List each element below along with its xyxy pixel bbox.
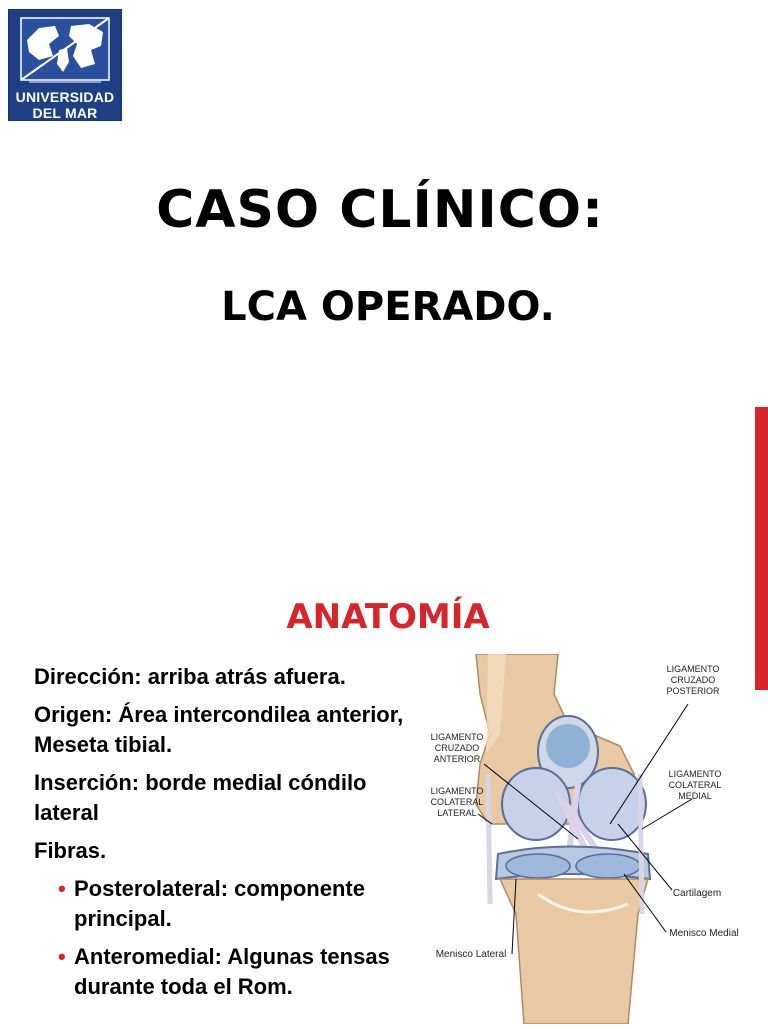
label-line: LIGAMENTO bbox=[430, 732, 484, 742]
label-line: COLATERAL bbox=[430, 797, 484, 807]
slide-title: CASO CLÍNICO: bbox=[156, 180, 604, 240]
red-accent-strip bbox=[755, 407, 768, 690]
label-lcm bbox=[660, 769, 730, 802]
label-line: CRUZADO bbox=[434, 743, 480, 753]
label-menisco-medial: Menisco Medial bbox=[669, 928, 739, 939]
knee-illustration bbox=[428, 654, 755, 1024]
label-line: LIGAMENTO bbox=[666, 664, 720, 674]
label-line: CRUZADO bbox=[670, 675, 716, 685]
bullet-text-posterolateral: Posterolateral: componente principal. bbox=[74, 876, 365, 931]
university-logo bbox=[8, 9, 122, 121]
right-accent-bar bbox=[755, 0, 768, 1024]
globe-map-icon bbox=[9, 10, 121, 90]
anatomy-text bbox=[34, 662, 434, 1010]
label-lcp bbox=[658, 664, 728, 697]
label-line: COLATERAL bbox=[668, 780, 722, 790]
label-line: POSTERIOR bbox=[666, 686, 720, 696]
section-title: ANATOMÍA bbox=[286, 597, 490, 637]
label-cartilagem: Cartilagem bbox=[672, 888, 722, 899]
bullet-icon: • bbox=[58, 876, 66, 901]
list-item bbox=[58, 942, 434, 1002]
label-line: LIGAMENTO bbox=[668, 769, 722, 779]
label-line: MEDIAL bbox=[678, 791, 712, 801]
label-lcl bbox=[428, 786, 486, 819]
label-menisco-lateral: Menisco Lateral bbox=[435, 949, 507, 960]
label-lca bbox=[428, 732, 486, 765]
logo-text-line1: UNIVERSIDAD bbox=[15, 89, 115, 105]
bullet-text-anteromedial: Anteromedial: Algunas tensas durante toda el Rom. bbox=[74, 944, 390, 999]
list-item bbox=[58, 874, 434, 934]
logo-text-line2: DEL MAR bbox=[32, 105, 98, 121]
paragraph-fibras: Fibras. bbox=[34, 838, 107, 863]
fibras-list bbox=[34, 874, 434, 1002]
knee-anatomy-figure bbox=[428, 654, 755, 1024]
label-line: LATERAL bbox=[437, 808, 477, 818]
paragraph-insercion: Inserción: borde medial cóndilo lateral bbox=[34, 770, 367, 825]
slide-subtitle: LCA OPERADO. bbox=[221, 284, 555, 330]
paragraph-direccion: Dirección: arriba atrás afuera. bbox=[34, 664, 346, 689]
label-line: ANTERIOR bbox=[433, 754, 481, 764]
bullet-icon: • bbox=[58, 944, 66, 969]
paragraph-origen: Origen: Área intercondilea anterior, Meseta tibial. bbox=[34, 702, 404, 757]
label-line: LIGAMENTO bbox=[430, 786, 484, 796]
